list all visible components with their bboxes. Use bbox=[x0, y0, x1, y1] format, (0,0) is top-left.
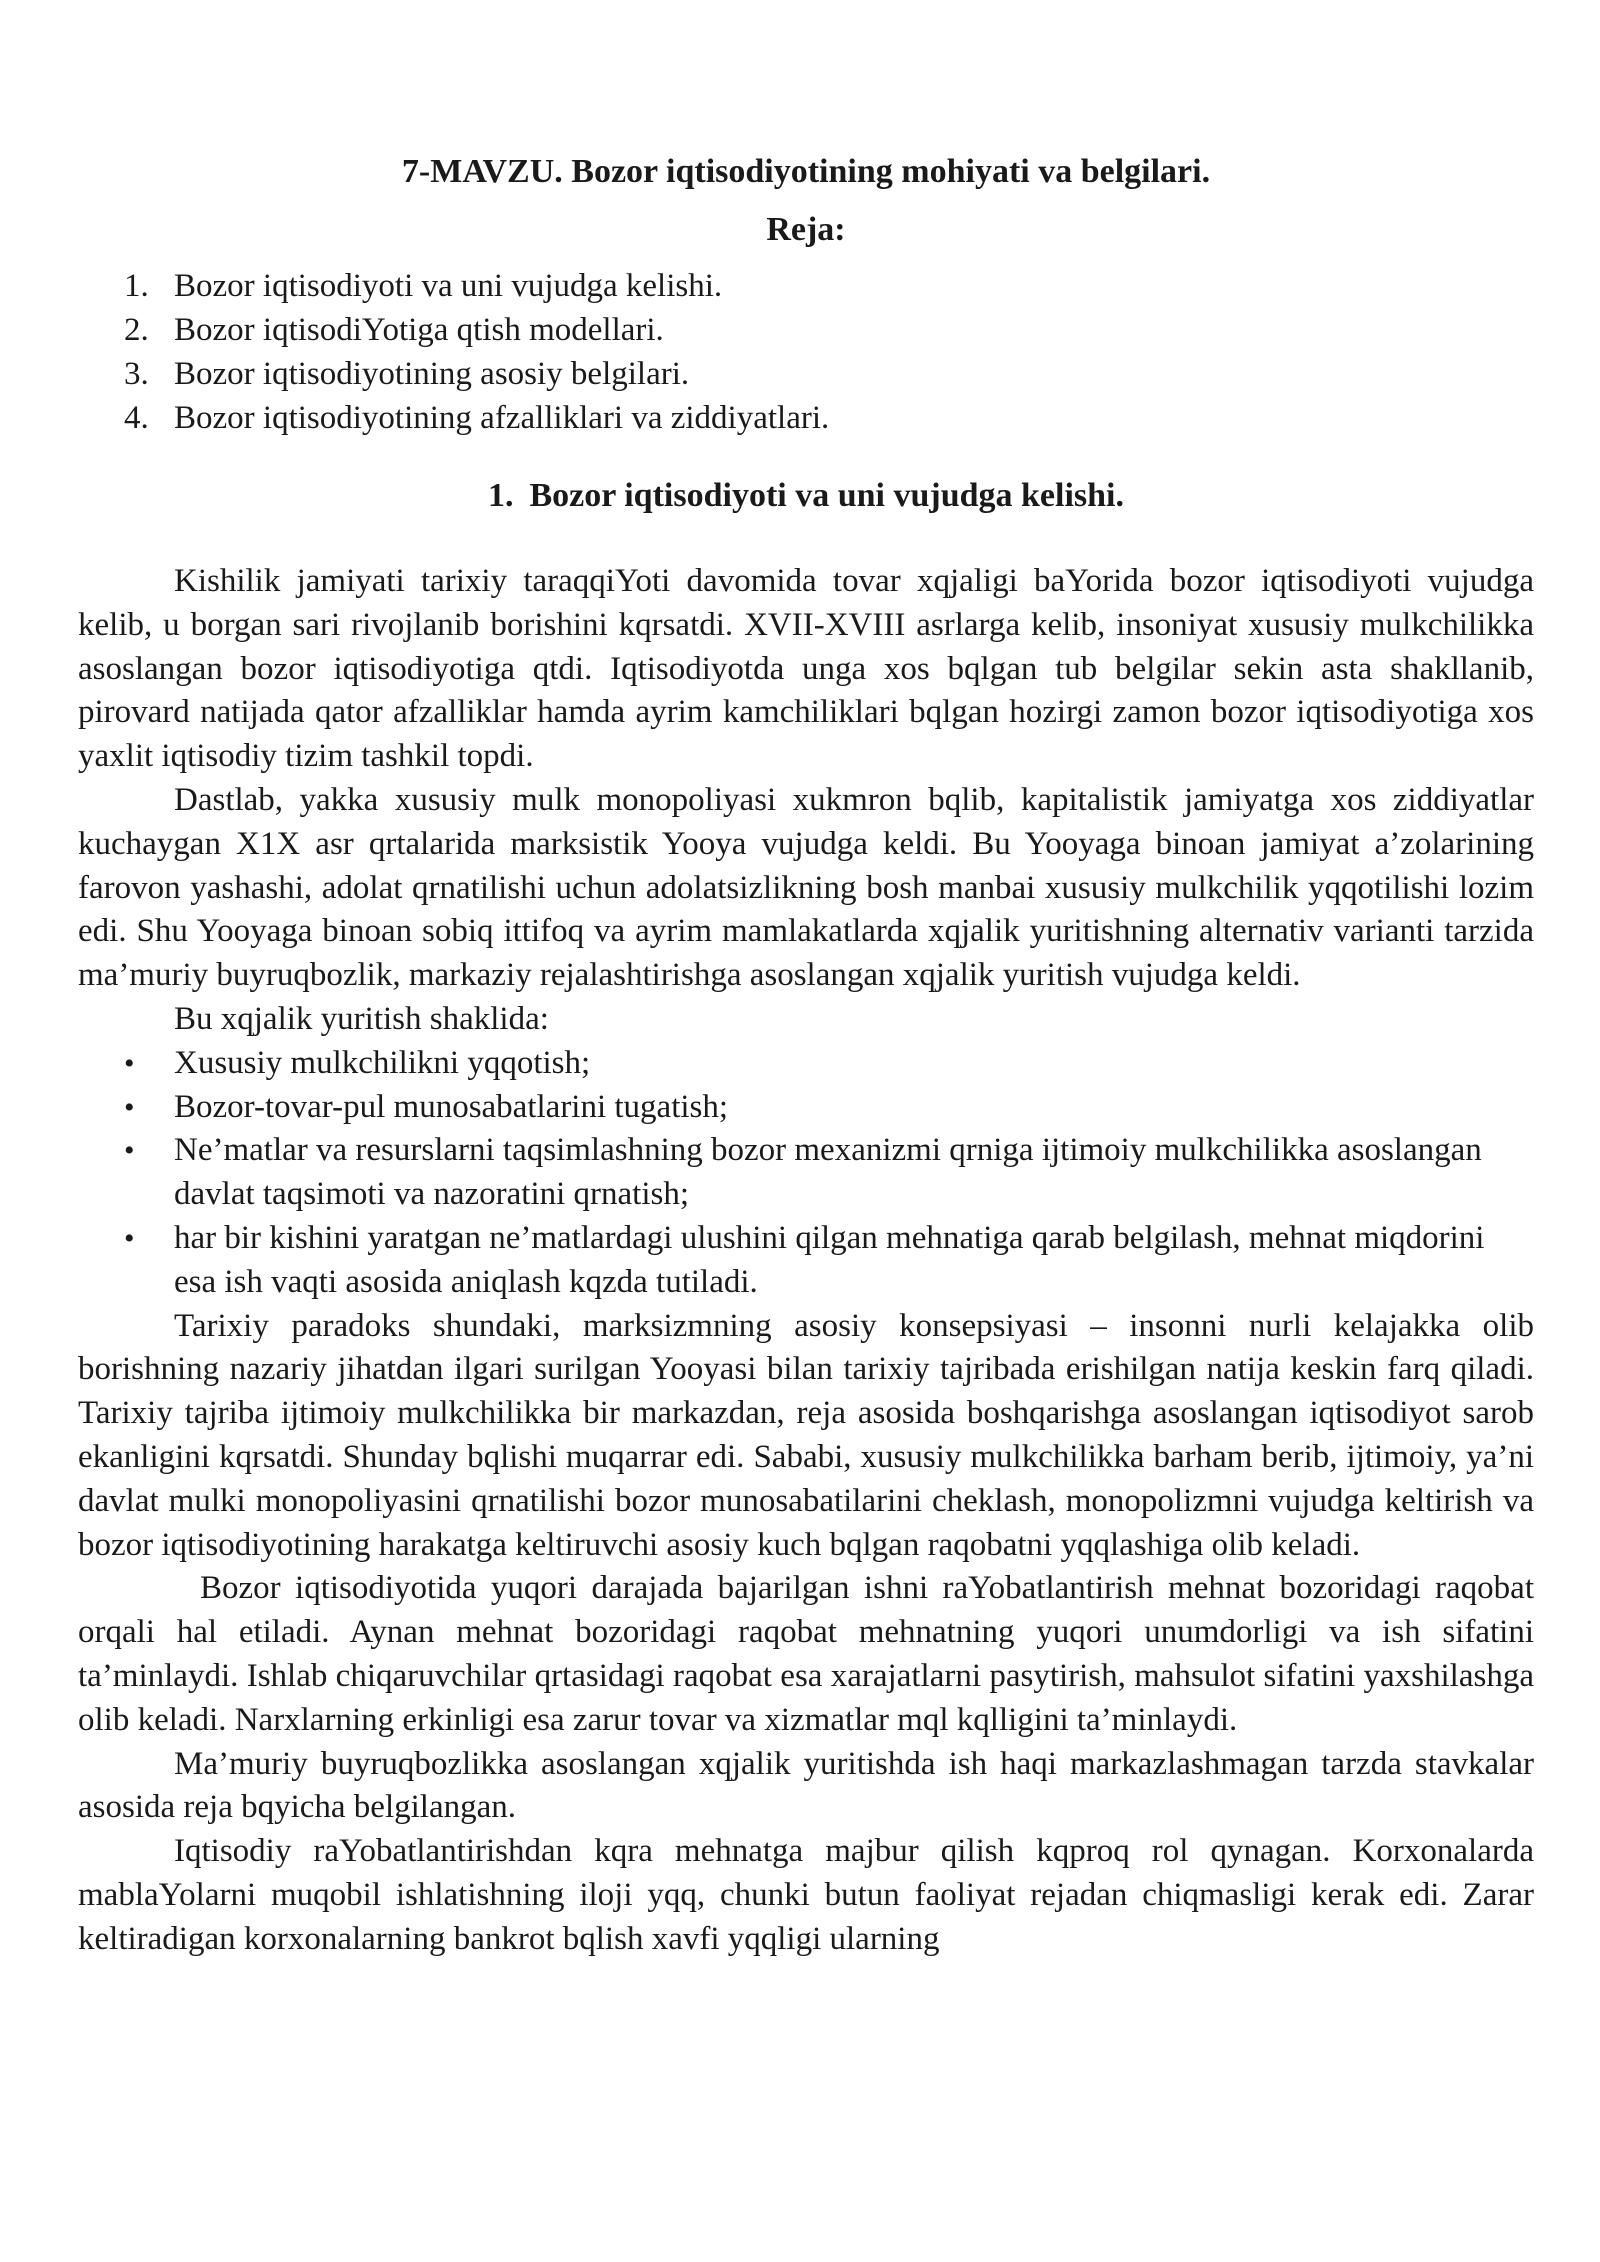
plan-item-number: 2. bbox=[124, 312, 149, 348]
paragraph: Tarixiy paradoks shundaki, marksizmning asosiy konsepsiyasi – insonni nurli kelajakka olib borishning nazariy jihatdan ilgari surilgan Yooyasi bilan tarixiy tajribada erishilgan natija keskin farq qiladi. Tarixiy tajriba ijtimoiy mulkchilikka bir markazdan, reja asosida boshqarishga asoslangan iqtisodiyot sarob ekanligini kqrsatdi. Shunday bqlishi muqarrar edi. Sababi, xususiy mulkchilikka barham berib, ijtimoiy, ya’ni davlat mulki monopoliyasini qrnatilishi bozor munosabatilarini cheklash, monopolizmni vujudga keltirish va bozor iqtisodiyotining harakatga keltiruvchi asosiy kuch bqlgan raqobatni yqqlashiga olib keladi. bbox=[78, 1307, 1534, 1563]
plan-item-text: Bozor iqtisodiyotining afzalliklari va ziddiyatlari. bbox=[174, 400, 830, 436]
section-number: 1. bbox=[487, 477, 514, 514]
paragraph: Kishilik jamiyati tarixiy taraqqiYoti davomida tovar xqjaligi baYorida bozor iqtisodiyoti vujudga kelib, u borgan sari rivojlanib borishini kqrsatdi. XVII-XVIII asrlarga kelib, insoniyat xususiy mulkchilikka asoslangan bozor iqtisodiyotiga qtdi. Iqtisodiyotda unga xos bqlgan tub belgilar sekin asta shakllanib, pirovard natijada qator afzalliklar hamda ayrim kamchiliklari bqlgan hozirgi zamon bozor iqtisodiyotiga xos yaxlit iqtisodiy tizim tashkil topdi. bbox=[78, 563, 1534, 775]
plan-item-number: 4. bbox=[124, 400, 149, 436]
bullet-text: Xususiy mulkchilikni yqqotish; bbox=[174, 1044, 591, 1081]
bullet-text: Bozor-tovar-pul munosabatlarini tugatish; bbox=[174, 1088, 729, 1125]
plan-item-text: Bozor iqtisodiyotining asosiy belgilari. bbox=[174, 356, 690, 392]
bullet-item bbox=[78, 1042, 1534, 1086]
paragraph: Iqtisodiy raYobatlantirishdan kqra mehnatga majbur qilish kqproq rol qynagan. Korxonalarda mablaYolarni muqobil ishlatishning iloji yqq, chunki butun faoliyat rejadan chiqmasligi kerak edi. Zarar keltiradigan korxonalarning bankrot bqlish xavfi yqqligi ularning bbox=[78, 1833, 1534, 1957]
bullet-icon: • bbox=[124, 1046, 135, 1080]
plan-item bbox=[78, 352, 1534, 396]
bullet-text: Ne’matlar va resurslarni taqsimlashning bozor mexanizmi qrniga ijtimoiy mulkchilikka asoslangan davlat taqsimoti va nazoratini qrnatish; bbox=[174, 1132, 1482, 1213]
bullet-icon: • bbox=[124, 1221, 135, 1255]
section-title: Bozor iqtisodiyoti va uni vujudga kelishi. bbox=[529, 477, 1125, 514]
plan-item-text: Bozor iqtisodiyoti va uni vujudga kelishi. bbox=[174, 268, 723, 304]
plan-list bbox=[78, 264, 1534, 440]
paragraph: Bu xqjalik yuritish shaklida: bbox=[174, 1000, 549, 1037]
plan-item bbox=[78, 308, 1534, 352]
paragraph: Ma’muriy buyruqbozlikka asoslangan xqjalik yuritishda ish haqi markazlashmagan tarzda stavkalar asosida reja bqyicha belgilangan. bbox=[78, 1745, 1534, 1826]
plan-item-number: 3. bbox=[124, 356, 149, 392]
bullet-list bbox=[78, 1042, 1534, 1305]
plan-heading: Reja: bbox=[766, 211, 846, 248]
plan-item-text: Bozor iqtisodiYotiga qtish modellari. bbox=[174, 312, 664, 348]
plan-item bbox=[78, 396, 1534, 440]
bullet-icon: • bbox=[124, 1090, 135, 1124]
paragraph: Bozor iqtisodiyotida yuqori darajada bajarilgan ishni raYobatlantirish mehnat bozoridagi raqobat orqali hal etiladi. Aynan mehnat bozoridagi raqobat mehnatning yuqori unumdorligi va ish sifatini ta’minlaydi. Ishlab chiqaruvchilar qrtasidagi raqobat esa xarajatlarni pasytirish, mahsulot sifatini yaxshilashga olib keladi. Narxlarning erkinligi esa zarur tovar va xizmatlar mql kqlligini ta’minlaydi. bbox=[78, 1570, 1534, 1738]
plan-item bbox=[78, 264, 1534, 308]
bullet-item bbox=[78, 1217, 1534, 1305]
paragraph: Dastlab, yakka xususiy mulk monopoliyasi xukmron bqlib, kapitalistik jamiyatga xos ziddiyatlar kuchaygan X1X asr qrtalarida marksistik Yooya vujudga keldi. Bu Yooyaga binoan jamiyat a’zolarining farovon yashashi, adolat qrnatilishi uchun adolatsizlikning bosh manbai xususiy mulkchilik yqqotilishi lozim edi. Shu Yooyaga binoan sobiq ittifoq va ayrim mamlakatlarda xqjalik yuritishning alternativ varianti tarzida ma’muriy buyruqbozlik, markaziy rejalashtirishga asoslangan xqjalik yuritish vujudga keldi. bbox=[78, 781, 1534, 994]
bullet-item bbox=[78, 1086, 1534, 1130]
section-heading bbox=[78, 474, 1534, 518]
bullet-text: har bir kishini yaratgan ne’matlardagi ulushini qilgan mehnatiga qarab belgilash, mehnat miqdorini esa ish vaqti asosida aniqlash kqzda tutiladi. bbox=[174, 1219, 1485, 1300]
document-page bbox=[78, 150, 1534, 1962]
document-title: 7-MAVZU. Bozor iqtisodiyotining mohiyati va belgilari. bbox=[401, 153, 1211, 190]
bullet-item bbox=[78, 1129, 1534, 1217]
plan-item-number: 1. bbox=[124, 268, 149, 304]
bullet-icon: • bbox=[124, 1134, 135, 1168]
